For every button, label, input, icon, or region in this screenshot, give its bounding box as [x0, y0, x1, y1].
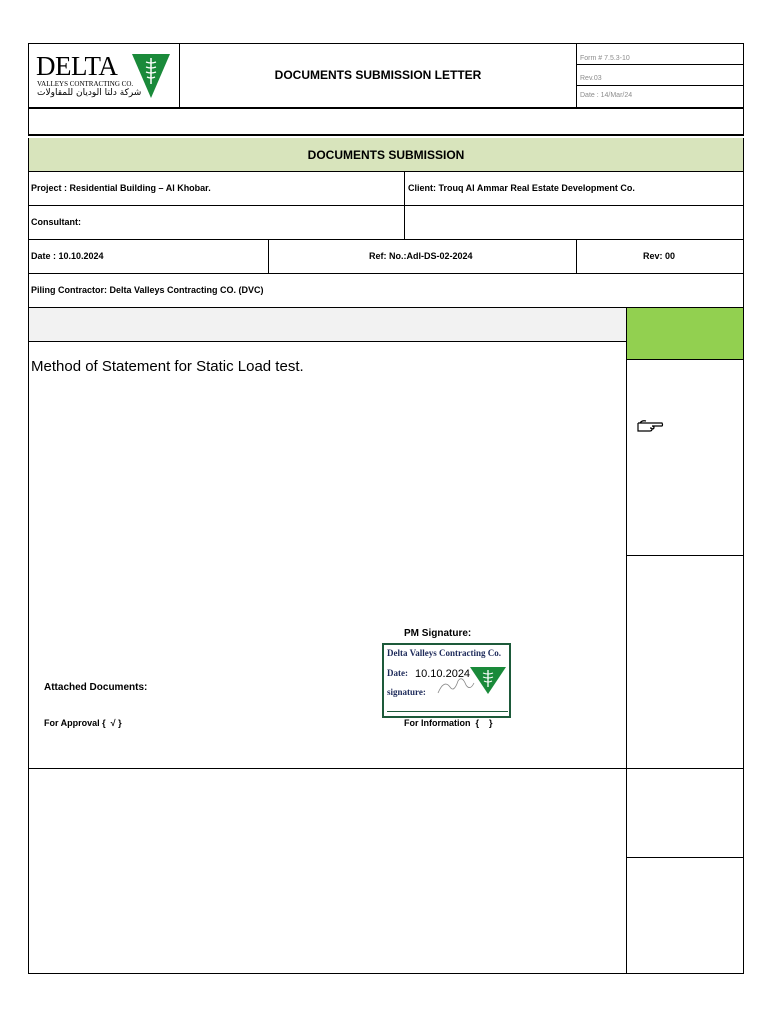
- stamp-signature-label: signature:: [387, 687, 426, 697]
- date-field: Date : 10.10.2024: [31, 251, 104, 261]
- section-title-bar: [28, 138, 744, 172]
- logo-name: DELTA: [36, 51, 118, 81]
- stamp-logo-triangle-icon: [470, 667, 506, 695]
- stamp-date-label: Date:: [387, 668, 408, 678]
- consultant-field: Consultant:: [31, 217, 81, 227]
- client-field: Client: Trouq Al Ammar Real Estate Development Co.: [408, 183, 635, 193]
- date-ref-row: [28, 240, 744, 274]
- consultant-divider: [404, 206, 405, 239]
- logo-cell: [28, 43, 180, 109]
- section-title: DOCUMENTS SUBMISSION: [307, 147, 465, 162]
- side-divider-1: [627, 360, 743, 556]
- piling-contractor-row: [28, 274, 744, 308]
- revision-date: Date : 14/Mar/24: [580, 92, 633, 99]
- revision-field: Rev: 00: [643, 251, 676, 261]
- stamp-date-value: 10.10.2024: [415, 668, 471, 680]
- document-title-text: DOCUMENTS SUBMISSION LETTER: [274, 68, 482, 82]
- logo-subtitle: VALLEYS CONTRACTING CO.: [37, 80, 134, 88]
- form-number-cell: [577, 43, 744, 65]
- company-stamp: [382, 643, 511, 718]
- date-divider: [268, 240, 269, 273]
- revision-date-cell: [577, 86, 744, 107]
- project-row: [28, 172, 744, 206]
- revision: Rev.03: [580, 75, 602, 82]
- for-information-option: For Information { }: [404, 718, 493, 728]
- revision-cell: [577, 65, 744, 86]
- document-title: [180, 43, 576, 107]
- form-number: Form # 7.5.3-10: [580, 55, 630, 62]
- for-approval-option: For Approval { √ }: [44, 718, 122, 728]
- stamp-company: Delta Valleys Contracting Co.: [387, 648, 501, 658]
- stamp-rule: [387, 711, 508, 712]
- logo-triangle-icon: [132, 54, 170, 99]
- lower-section-divider: [29, 768, 743, 769]
- grey-band: [29, 308, 627, 342]
- blank-row: [28, 109, 744, 136]
- side-divider-2: [627, 857, 743, 858]
- meta-cell: [576, 43, 744, 107]
- description: Method of Statement for Static Load test.: [31, 358, 304, 375]
- project-field: Project : Residential Building – Al Khobar.: [31, 183, 211, 193]
- attached-documents-label: Attached Documents:: [44, 682, 148, 693]
- reference-number: Ref: No.:Adl-DS-02-2024: [369, 251, 473, 261]
- ref-divider: [576, 240, 577, 273]
- project-divider: [404, 172, 405, 205]
- piling-contractor-field: Piling Contractor: Delta Valleys Contracting CO. (DVC): [31, 285, 264, 295]
- logo-arabic: شركة دلتا الوديان للمقاولات: [37, 88, 142, 98]
- side-green-block: [627, 308, 743, 360]
- pm-signature-label: PM Signature:: [404, 628, 472, 639]
- consultant-row: [28, 206, 744, 240]
